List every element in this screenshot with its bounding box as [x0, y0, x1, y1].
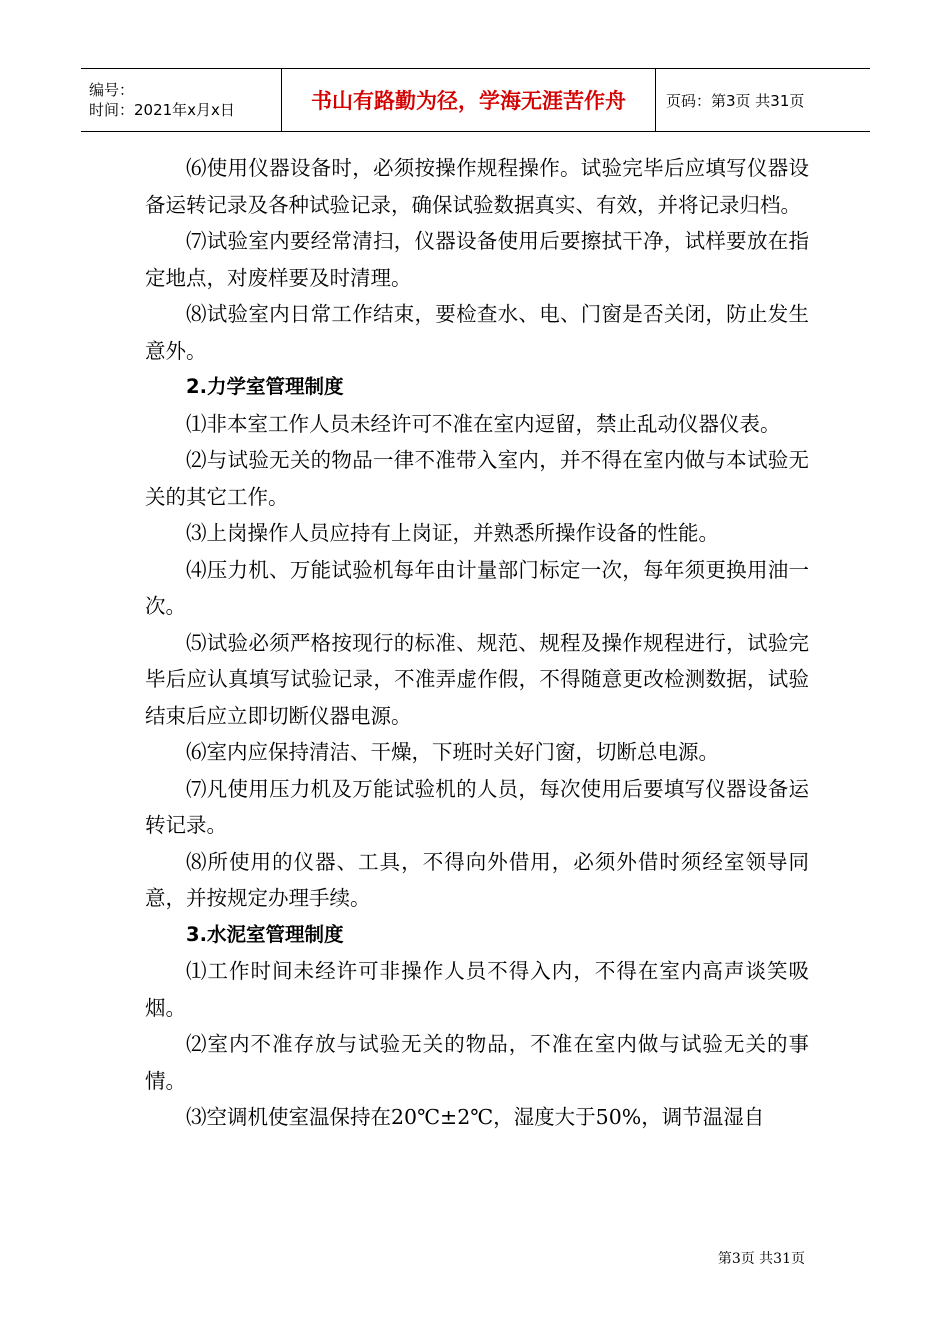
- header-meta-cell: [81, 69, 282, 131]
- header-motto-cell: [282, 69, 656, 131]
- paragraph: ⑴工作时间未经许可非操作人员不得入内，不得在室内高声谈笑吸烟。: [145, 959, 809, 1020]
- paragraph: ⑵与试验无关的物品一律不准带入室内，并不得在室内做与本试验无关的其它工作。: [145, 448, 809, 509]
- paragraph: ⑴非本室工作人员未经许可不准在室内逗留，禁止乱动仪器仪表。: [186, 411, 781, 436]
- paragraph: ⑹使用仪器设备时，必须按操作规程操作。试验完毕后应填写仪器设备运转记录及各种试验记录，确保试验数据真实、有效，并将记录归档。: [145, 156, 809, 217]
- document-body: [145, 150, 809, 1136]
- section-heading: 2.力学室管理制度: [186, 375, 344, 398]
- paragraph: ⑹室内应保持清洁、干燥，下班时关好门窗，切断总电源。: [186, 740, 719, 764]
- paragraph: ⑸试验必须严格按现行的标准、规范、规程及操作规程进行，试验完毕后应认真填写试验记录，不准弄虚作假，不得随意更改检测数据，试验结束后应立即切断仪器电源。: [145, 630, 809, 728]
- doc-date: 时间：2021年x月x日: [89, 101, 235, 119]
- footer-page-number: 第3页 共31页: [717, 1251, 805, 1267]
- paragraph: ⑵室内不准存放与试验无关的物品，不准在室内做与试验无关的事情。: [145, 1032, 809, 1093]
- page-footer: [718, 1248, 805, 1268]
- paragraph: ⑺凡使用压力机及万能试验机的人员，每次使用后要填写仪器设备运转记录。: [145, 776, 809, 837]
- paragraph: ⑶上岗操作人员应持有上岗证，并熟悉所操作设备的性能。: [186, 521, 719, 545]
- header-page-info: 页码：第3页 共31页: [666, 91, 805, 110]
- header-page-cell: [656, 69, 870, 131]
- page-header: [81, 68, 870, 132]
- paragraph: ⑷压力机、万能试验机每年由计量部门标定一次，每年须更换用油一次。: [145, 557, 809, 618]
- paragraph: ⑶空调机使室温保持在20℃±2℃，湿度大于50%，调节温湿自: [186, 1105, 765, 1129]
- paragraph: ⑻试验室内日常工作结束，要检查水、电、门窗是否关闭，防止发生意外。: [145, 302, 809, 363]
- section-heading: 3.水泥室管理制度: [186, 922, 344, 946]
- header-motto: 书山有路勤为径，学海无涯苦作舟: [311, 89, 626, 113]
- doc-number-label: 编号：: [89, 81, 135, 99]
- paragraph: ⑺试验室内要经常清扫，仪器设备使用后要擦拭干净，试样要放在指定地点，对废样要及时清理。: [145, 229, 809, 290]
- paragraph: ⑻所使用的仪器、工具，不得向外借用，必须外借时须经室领导同意，并按规定办理手续。: [145, 849, 809, 910]
